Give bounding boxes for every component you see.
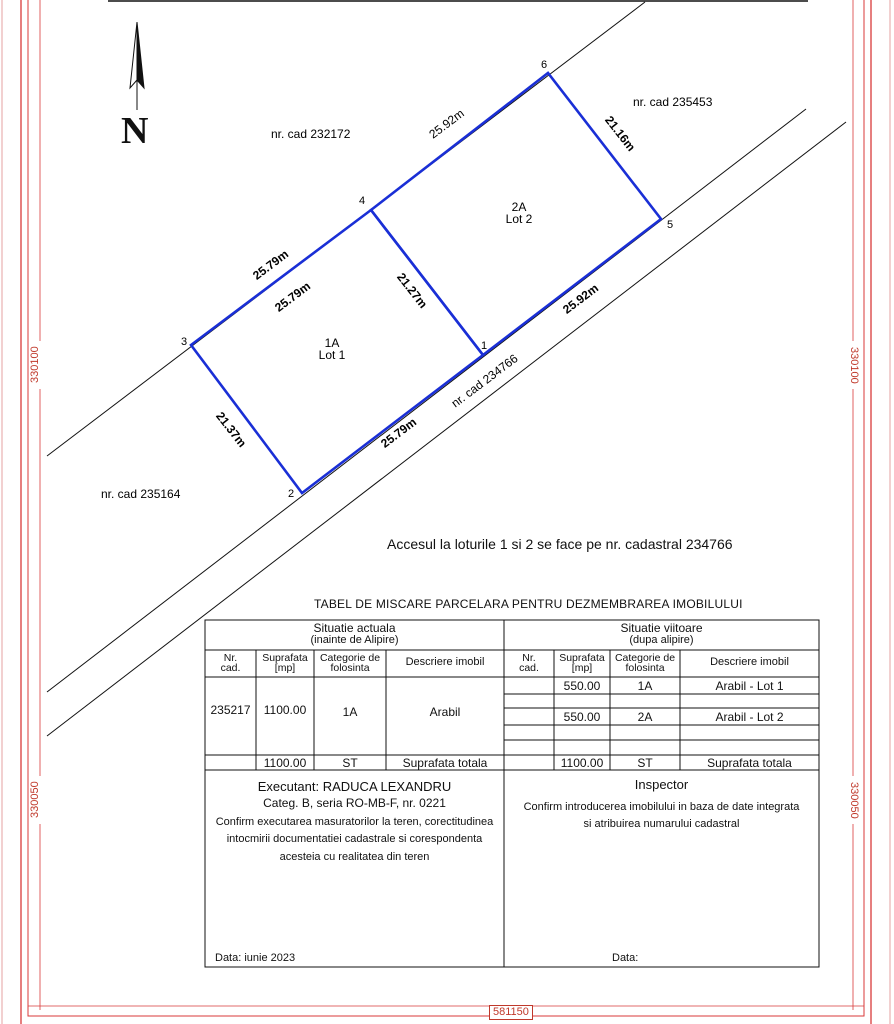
neighbor-cad-232172: nr. cad 232172 (271, 127, 351, 141)
parcel-1-lot: Lot 1 (318, 348, 346, 362)
parcel-2-code: 2A (511, 200, 527, 214)
access-note: Accesul la loturile 1 si 2 se face pe nr. cadastral 234766 (387, 536, 733, 552)
segment-length-3-4-outer: 25.79m (250, 246, 292, 283)
coord-label-left-330100: 330100 (29, 341, 41, 389)
current-suprafata: 1100.00 (263, 703, 307, 717)
future-row-2-suprafata: 550.00 (563, 710, 601, 724)
inspector-date: Data: (612, 952, 639, 964)
vertex-label-2: 2 (288, 488, 295, 500)
north-label: N (121, 110, 149, 152)
future-row-2-descriere: Arabil - Lot 2 (715, 710, 784, 724)
north-arrow-icon (130, 22, 144, 110)
future-row-2-categorie: 2A (637, 710, 653, 724)
header-suprafata-future: Suprafata [mp] (559, 652, 605, 674)
total-future-categorie: ST (637, 756, 653, 770)
header-categorie-current: Categorie de folosinta (319, 652, 381, 674)
future-row-1-suprafata: 550.00 (563, 679, 601, 693)
header-descriere-current: Descriere imobil (405, 656, 485, 668)
coord-label-right-330100: 330100 (848, 341, 860, 389)
segment-length-3-4-inner: 25.79m (272, 278, 314, 315)
executant-date: Data: iunie 2023 (215, 952, 296, 964)
vertex-label-4: 4 (359, 195, 366, 207)
vertex-label-6: 6 (541, 59, 548, 71)
inspector-confirm-line-1: Confirm introducerea imobilului in baza de date integrata (523, 801, 800, 813)
future-situation-subtitle: (dupa alipire) (629, 634, 694, 646)
current-categorie: 1A (342, 705, 358, 719)
neighbor-cad-234766-road: nr. cad 234766 (448, 351, 521, 411)
vertex-label-5: 5 (667, 219, 674, 231)
inspector-confirm-line-2: si atribuirea numarului cadastral (583, 818, 740, 830)
total-current-suprafata: 1100.00 (263, 756, 307, 770)
segment-length-2-1: 25.79m (378, 414, 420, 451)
segment-length-5-1: 25.92m (560, 280, 602, 317)
segment-length-4-6: 25.92m (426, 106, 467, 142)
parcel-2-lot: Lot 2 (505, 212, 533, 226)
future-row-1-descriere: Arabil - Lot 1 (715, 679, 784, 693)
neighbor-cad-235164: nr. cad 235164 (101, 487, 181, 501)
future-row-1-categorie: 1A (637, 679, 653, 693)
coord-label-bottom-581150: 581150 (489, 1005, 533, 1020)
executant-confirm-line-1: Confirm executarea masuratorilor la teren, corectitudinea (215, 816, 494, 828)
segment-length-4-1: 21.27m (394, 270, 431, 311)
current-nr-cad: 235217 (210, 703, 251, 717)
executant-title: Executant: RADUCA LEXANDRU (257, 779, 452, 794)
total-future-suprafata: 1100.00 (560, 756, 604, 770)
header-descriere-future: Descriere imobil (710, 656, 789, 668)
executant-category: Categ. B, seria RO-MB-F, nr. 0221 (263, 796, 446, 810)
current-descriere: Arabil (429, 705, 461, 719)
total-future-descriere: Suprafata totala (707, 756, 792, 770)
executant-confirm-line-2: intocmirii documentatiei cadastrale si corespondenta (226, 833, 483, 845)
table-title: TABEL DE MISCARE PARCELARA PENTRU DEZMEMBRAREA IMOBILULUI (314, 597, 743, 611)
header-nr-cad-current: Nr. cad. (220, 652, 241, 674)
parcel-1-code: 1A (324, 336, 340, 350)
total-current-categorie: ST (342, 756, 358, 770)
vertex-label-1: 1 (481, 340, 488, 352)
future-situation-title: Situatie viitoare (620, 621, 703, 635)
current-situation-subtitle: (inainte de Alipire) (310, 634, 399, 646)
header-nr-cad-future: Nr. cad. (519, 652, 539, 674)
neighbor-cad-235453: nr. cad 235453 (633, 95, 713, 109)
header-suprafata-current: Suprafata [mp] (262, 652, 308, 674)
executant-confirm-line-3: acesteia cu realitatea din teren (279, 851, 430, 863)
total-current-descriere: Suprafata totala (402, 756, 488, 770)
segment-length-6-5: 21.16m (602, 113, 639, 154)
coord-label-right-330050: 330050 (848, 776, 860, 824)
header-categorie-future: Categorie de folosinta (614, 652, 676, 674)
vertex-label-3: 3 (181, 336, 188, 348)
segment-length-3-2: 21.37m (213, 409, 250, 450)
coord-label-left-330050: 330050 (29, 776, 41, 824)
inspector-title: Inspector (634, 777, 689, 792)
current-situation-title: Situatie actuala (313, 621, 396, 635)
